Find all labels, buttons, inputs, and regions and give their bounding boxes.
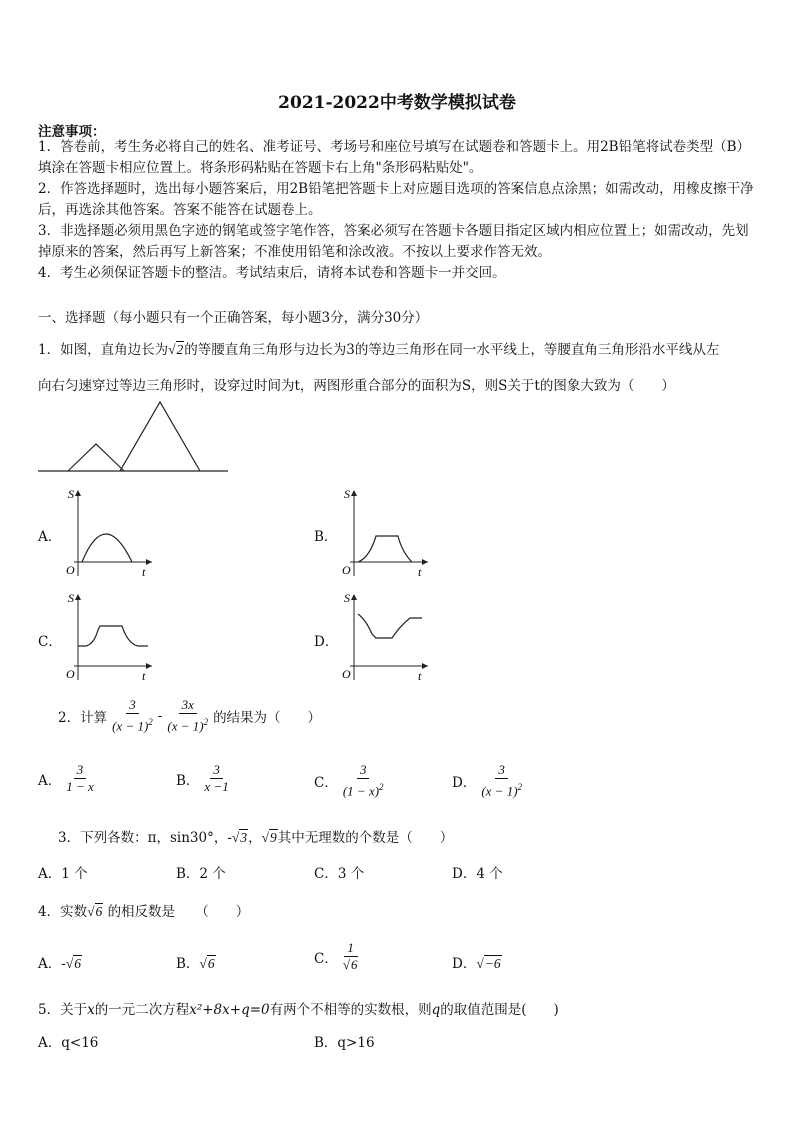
notice-item-4: 4．考生必须保证答题卡的整洁。考试结束后，请将本试卷和答题卡一并交回。 (38, 265, 506, 281)
axis-s: S (68, 487, 74, 501)
isosceles-right-triangle (68, 444, 124, 471)
section-heading: 一、选择题（每小题只有一个正确答案，每小题3分，满分30分） (38, 310, 429, 326)
q2-text-a: 2．计算 (58, 709, 108, 726)
svg-text:O: O (342, 667, 351, 681)
q2-minus: - (157, 707, 163, 724)
q1-graph-b[interactable] (336, 486, 432, 580)
svg-text:t: t (142, 669, 146, 683)
q2-option-a[interactable]: A． $\frac{3}{1 - x}$ (38, 762, 94, 794)
q2-fraction-2: $\frac{3x}{(x - 1)^2}$ (167, 697, 209, 734)
q4-option-a[interactable]: A．-√6 (38, 956, 81, 972)
q2-option-c[interactable]: C． $\frac{3}{(1 - x)^2}$ (314, 762, 384, 799)
q2-text-b: 的结果为（ ） (213, 709, 322, 726)
page-title: 2021-2022中考数学模拟试卷 (278, 93, 516, 113)
equilateral-triangle (120, 402, 200, 471)
svg-text:S: S (68, 591, 74, 605)
q3-option-d[interactable]: D．4 个 (452, 866, 503, 882)
q4-option-b[interactable]: B．√6 (176, 956, 215, 972)
q2-option-b[interactable]: B． $\frac{3}{x -1}$ (176, 762, 229, 794)
q3-option-c[interactable]: C．3 个 (314, 866, 365, 882)
q1-option-a-label[interactable]: A． (38, 529, 62, 545)
q3-option-b[interactable]: B．2 个 (176, 866, 226, 882)
q3-option-a[interactable]: A．1 个 (38, 866, 88, 882)
svg-text:S: S (344, 591, 350, 605)
q1-option-c-label[interactable]: C． (38, 634, 62, 650)
q1-option-b-label[interactable]: B． (314, 529, 338, 545)
notice-item-1: 1．答卷前，考生务必将自己的姓名、准考证号、考场号和座位号填写在试题卷和答题卡上。用2B铅笔将试卷类型（B）填涂在答题卡相应位置上。将条形码粘贴在答题卡右上角"条形码粘贴处"。 (38, 139, 751, 176)
q1-graph-d[interactable] (336, 590, 432, 684)
q5-option-a[interactable]: A．q<16 (38, 1035, 99, 1051)
q1-text-b: 的等腰直角三角形与边长为3的等边三角形在同一水平线上，等腰直角三角形沿水平线从左 (184, 342, 720, 358)
q1-text-a: 1．如图，直角边长为 (38, 342, 169, 358)
q1-graph-a[interactable] (60, 486, 156, 580)
q4-option-c[interactable]: C． $\frac{1}{√6}$ (314, 940, 358, 972)
svg-text:t: t (418, 669, 422, 683)
q2-stem (58, 697, 321, 734)
axis-t: t (142, 565, 146, 579)
svg-text:O: O (342, 563, 351, 577)
q1-line2: 向右匀速穿过等边三角形时，设穿过时间为t，两图形重合部分的面积为S，则S关于t的图象大致为（ ） (38, 378, 675, 394)
svg-text:S: S (344, 487, 350, 501)
q4-option-d[interactable]: D．√−6 (452, 956, 501, 972)
q2-option-d[interactable]: D． $\frac{3}{(x - 1)^2}$ (452, 762, 523, 799)
q1-sqrt: √2 (168, 342, 184, 357)
q2-fraction-1: $\frac{3}{(x - 1)^2}$ (112, 697, 153, 734)
origin-o: O (66, 563, 75, 577)
notice-item-3: 3．非选择题必须用黑色字迹的钢笔或签字笔作答，答案必须写在答题卡各题目指定区域内相应位置上；如需改动，先划掉原来的答案，然后再写上新答案；不准使用铅笔和涂改液。不按以上要求作答无效。 (38, 223, 749, 260)
q1-line1 (38, 338, 719, 358)
q5-stem: 5．关于x的一元二次方程x²+8x+q=0有两个不相等的实数根，则q的取值范围是( ) (38, 1002, 559, 1018)
q4-stem: 4．实数√6 的相反数是 （ ） (38, 904, 250, 920)
q5-option-b[interactable]: B．q>16 (314, 1035, 375, 1051)
q1-option-d-label[interactable]: D． (314, 634, 339, 650)
notice-heading: 注意事项： (38, 124, 106, 140)
svg-text:t: t (418, 565, 422, 579)
svg-text:O: O (66, 667, 75, 681)
q3-stem: 3．下列各数：π，sin30°，-√3，√9其中无理数的个数是（ ） (58, 830, 454, 846)
q1-figure (38, 398, 230, 476)
notice-item-2: 2．作答选择题时，选出每小题答案后，用2B铅笔把答题卡上对应题目选项的答案信息点涂黑；如需改动，用橡皮擦干净后，再选涂其他答案。答案不能答在试题卷上。 (38, 181, 754, 218)
q1-graph-c[interactable] (60, 590, 156, 684)
